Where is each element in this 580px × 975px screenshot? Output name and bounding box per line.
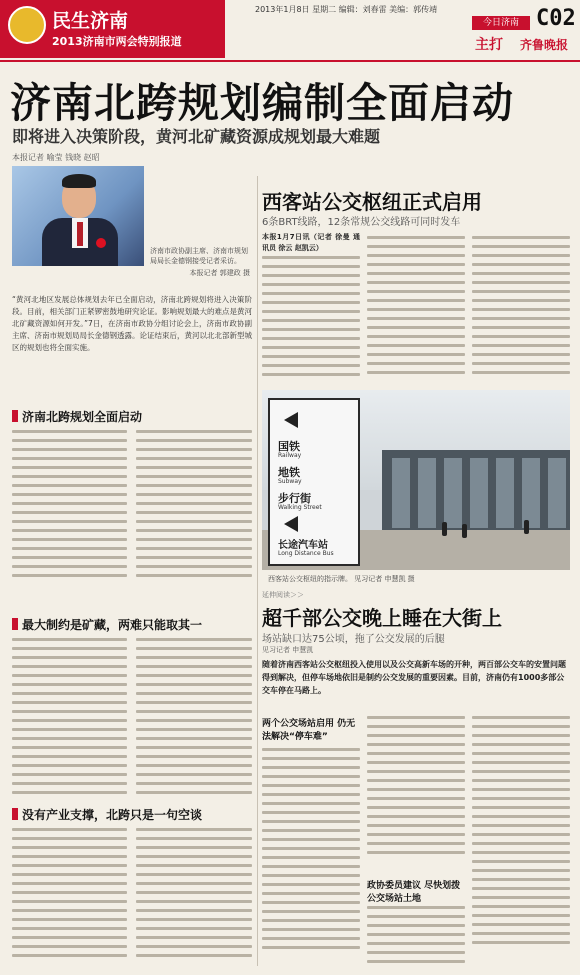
- parking-section1-title: 两个公交场站启用 仍无法解决“停车难”: [262, 719, 356, 742]
- emblem-icon: [8, 6, 46, 44]
- issue-meta: 2013年1月8日 星期二 编辑：刘春雷 美编：郭传靖: [255, 5, 438, 14]
- section3-title: 没有产业支撑，北跨只是一句空谈: [22, 808, 203, 822]
- section-marker: [12, 808, 18, 820]
- parking-body-col3: [472, 716, 570, 950]
- portrait-caption-block: [150, 246, 250, 278]
- special-report-label: 2013济南市两会特别报道: [52, 35, 182, 48]
- lead-lede: “黄河北地区发展总体规划去年已全面启动，济南北跨规划将进入决策阶段。目前，相关部门正紧锣密鼓地研究论证。影响规划最大的难点是黄河北矿藏资源如何开发。”7日，在济南市政协分组讨论会上，济南市政协副主席、济南市规划局局长金德钢透露。论证结束后，黄河以北北部新型城区的规划也将全面实施。: [12, 295, 252, 352]
- portrait-caption: 济南市政协副主席、济南市规划局局长金德钢接受记者采访。: [150, 247, 248, 265]
- section3-body-col2: [136, 828, 252, 963]
- bus-hub-body-col1: [262, 256, 360, 382]
- newspaper-brand: 齐鲁晚报: [520, 38, 569, 52]
- parking-section2-title: 政协委员建议 尽快划拨公交场站土地: [367, 881, 461, 904]
- bus-hub-body-col3: [472, 236, 570, 380]
- bus-hub-subtitle: 6条BRT线路，12条常规公交线路可同时发车: [262, 217, 461, 228]
- bus-hub-body-col2: [367, 236, 465, 380]
- left-arrow-icon: [284, 516, 298, 532]
- lead-subheadline: 即将进入决策阶段，黄河北矿藏资源成规划最大难题: [12, 127, 381, 146]
- parking-article-byline: 见习记者 申慧凯: [262, 646, 314, 654]
- official-portrait-photo: [12, 166, 144, 266]
- lead-byline: 本报记者 喻莹 钱晓 赵昭: [12, 153, 100, 162]
- bus-hub-byline: 本报1月7日讯（记者 徐曼 通讯员 徐云 赵凯云）: [262, 233, 360, 252]
- page-code: C02: [536, 6, 576, 31]
- parking-body-col2b: [367, 906, 465, 969]
- section1-body-col2: [136, 430, 252, 583]
- section2-body-col1: [12, 638, 127, 800]
- parking-article-lede: 随着济南西客站公交枢纽投入使用以及公交高新车场的开种，两百部公交车的安置问题得到解决，但停车场地依旧是制约公交发展的重要因素。目前，济南仍有1000多部公交车停在马路上。: [262, 660, 566, 695]
- lead-headline: 济南北跨规划编制全面启动: [10, 79, 514, 127]
- section-name: 民生济南: [52, 10, 129, 32]
- column-divider: [257, 176, 258, 966]
- direction-sign: 国铁 Railway 地铁 Subway 步行街 Walking Street 长途汽车站 Long Distance Bus: [268, 398, 360, 566]
- parking-body-col1: [262, 748, 360, 955]
- column-tag: 今日济南: [472, 16, 530, 30]
- station-sign-photo: [262, 390, 570, 570]
- parking-article-title: 超千部公交晚上睡在大街上: [262, 606, 502, 630]
- left-arrow-icon: [284, 412, 298, 428]
- bus-hub-title: 西客站公交枢纽正式启用: [262, 190, 482, 214]
- related-reading-label: 延伸阅读＞＞: [262, 591, 304, 599]
- station-photo-caption: 西客站公交枢纽的指示牌。 见习记者 申慧凯 摄: [268, 575, 415, 583]
- section1-title: 济南北跨规划全面启动: [22, 410, 143, 424]
- parking-body-col2: [367, 716, 465, 860]
- section2-title: 最大制约是矿藏，两难只能取其一: [22, 618, 203, 632]
- parking-article-subtitle: 场站缺口达75公顷，拖了公交发展的后腿: [262, 634, 445, 645]
- edition-label: 主打: [475, 37, 503, 53]
- section-marker: [12, 618, 18, 630]
- section3-body-col1: [12, 828, 127, 963]
- section1-body-col1: [12, 430, 127, 583]
- header-rule: [0, 60, 580, 62]
- section-marker: [12, 410, 18, 422]
- section2-body-col2: [136, 638, 252, 800]
- portrait-credit: 本报记者 郭建政 摄: [189, 269, 250, 277]
